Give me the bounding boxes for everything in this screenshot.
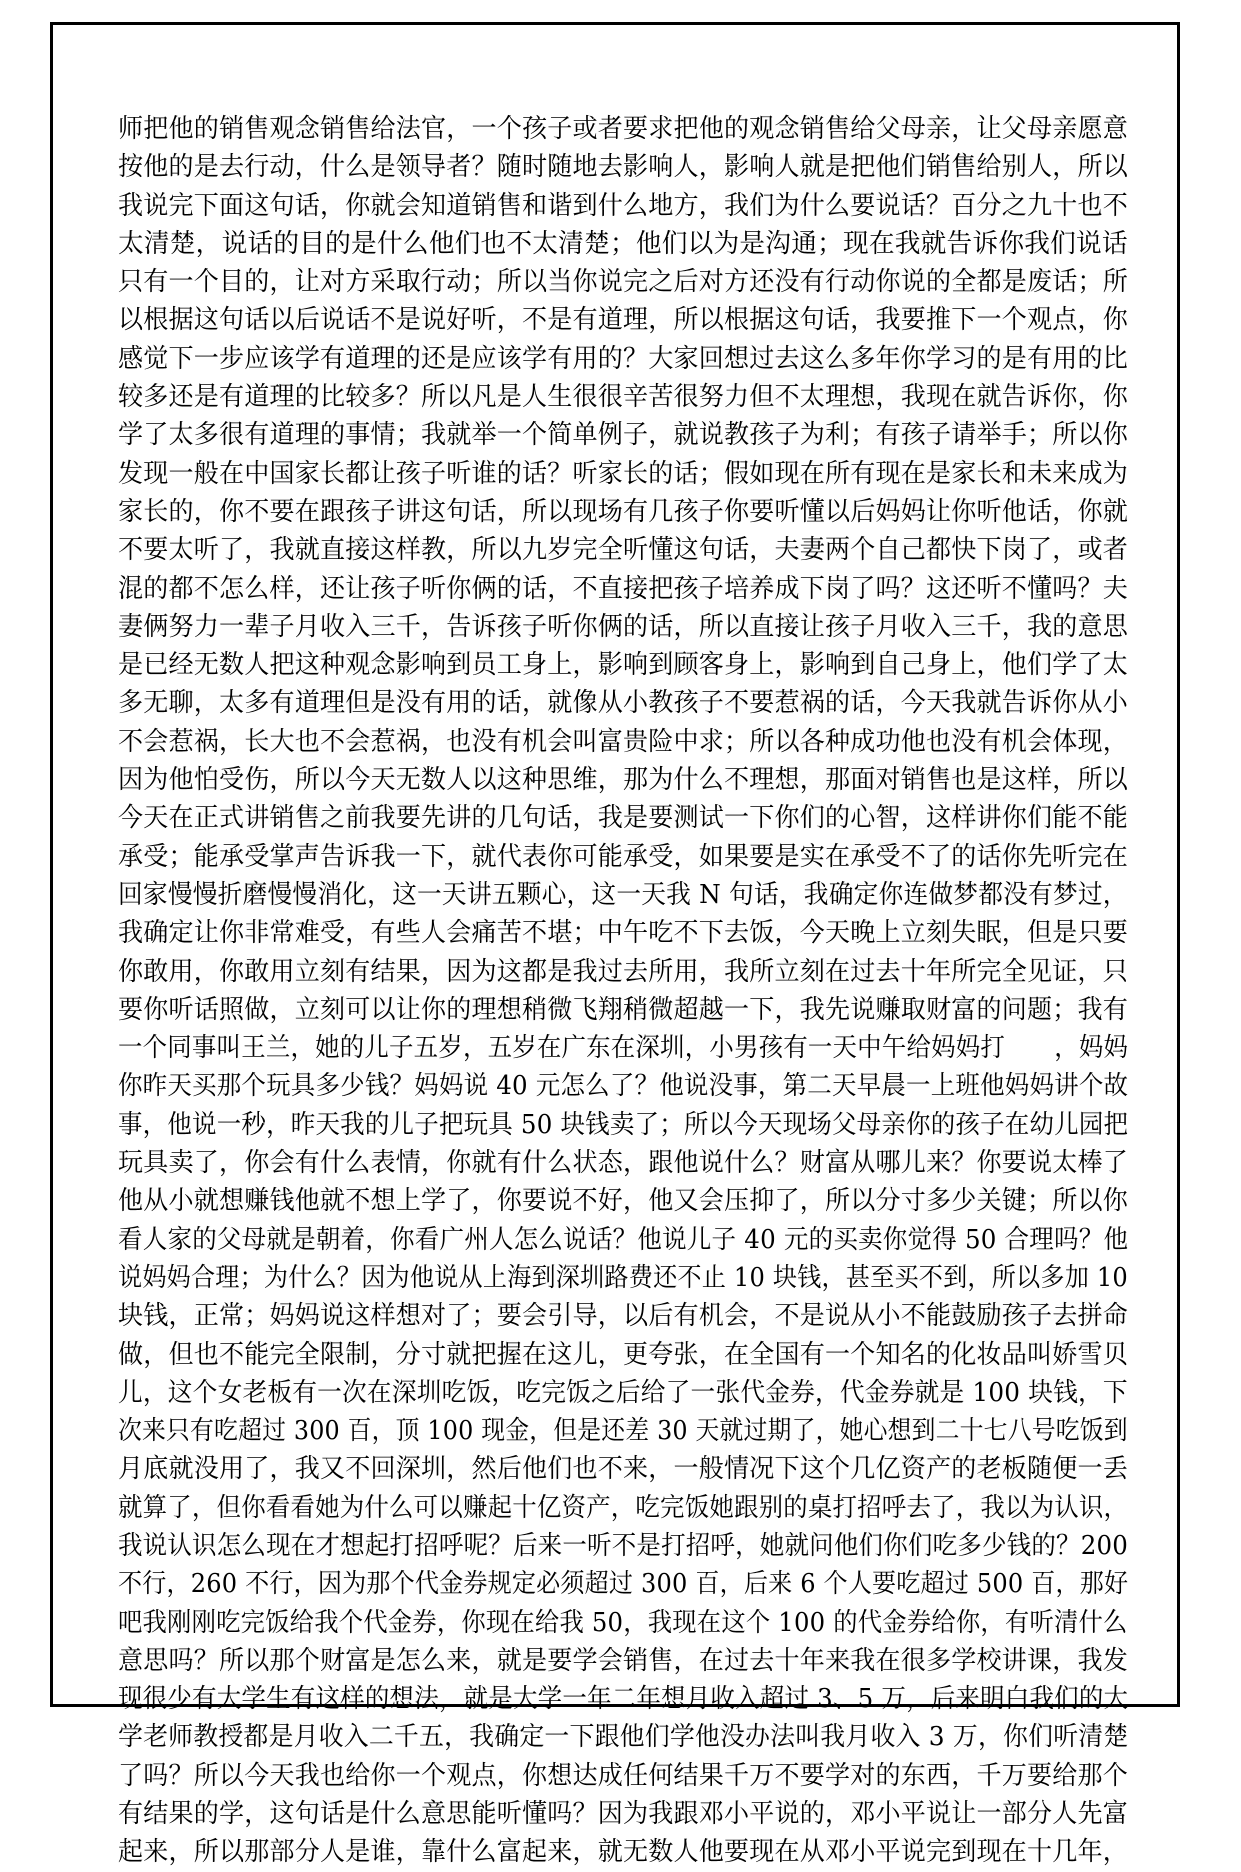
text-line: 较多还是有道理的比较多？所以凡是人生很很辛苦很努力但不太理想，我现在就告诉你，你 xyxy=(118,382,1129,413)
text-line: 吧我刚刚吃完饭给我个代金券，你现在给我 50，我现在这个 100 的代金券给你，有听清什么 xyxy=(118,1607,1128,1638)
text-line: 混的都不怎么样，还让孩子听你俩的话，不直接把孩子培养成下岗了吗？这还听不懂吗？夫 xyxy=(118,573,1129,604)
text-line: 因为他怕受伤，所以今天无数人以这种思维，那为什么不理想，那面对销售也是这样，所以 xyxy=(118,765,1129,796)
text-line: 现很少有大学生有这样的想法，就是大学一年二年想月收入超过 3、5 万，后来明白我们的大 xyxy=(118,1684,1129,1715)
text-line: 一个同事叫王兰，她的儿子五岁，五岁在广东在深圳，小男孩有一天中午给妈妈打 ，妈妈 xyxy=(118,1033,1129,1064)
text-line: 家长的，你不要在跟孩子讲这句话，所以现场有几孩子你要听懂以后妈妈让你听他话，你就 xyxy=(118,496,1129,527)
text-line: 我确定让你非常难受，有些人会痛苦不堪；中午吃不下去饭，今天晚上立刻失眠，但是只要 xyxy=(118,918,1129,949)
text-line: 起来，所以那部分人是谁，靠什么富起来，就无数人他要现在从邓小平说完到现在十几年， xyxy=(118,1837,1129,1868)
text-line: 学了太多很有道理的事情；我就举一个简单例子，就说教孩子为利；有孩子请举手；所以你 xyxy=(118,420,1129,451)
text-line: 不要太听了，我就直接这样教，所以九岁完全听懂这句话，夫妻两个自己都快下岗了，或者 xyxy=(118,535,1129,566)
text-line: 要你听话照做，立刻可以让你的理想稍微飞翔稍微超越一下，我先说赚取财富的问题；我有 xyxy=(118,994,1129,1025)
text-line: 发现一般在中国家长都让孩子听谁的话？听家长的话；假如现在所有现在是家长和未来成为 xyxy=(118,458,1129,489)
text-line: 玩具卖了，你会有什么表情，你就有什么状态，跟他说什么？财富从哪儿来？你要说太棒了 xyxy=(118,1148,1129,1179)
text-line: 太清楚，说话的目的是什么他们也不太清楚；他们以为是沟通；现在我就告诉你我们说话 xyxy=(118,228,1128,259)
text-line: 多无聊，太多有道理但是没有用的话，就像从小教孩子不要惹祸的话，今天我就告诉你从小 xyxy=(118,688,1129,719)
text-line: 你昨天买那个玩具多少钱？妈妈说 40 元怎么了？他说没事，第二天早晨一上班他妈妈讲个故 xyxy=(118,1071,1129,1102)
text-line: 次来只有吃超过 300 百，顶 100 现金，但是还差 30 天就过期了，她心想到二十七八号吃饭到 xyxy=(118,1416,1128,1447)
text-line: 看人家的父母就是朝着，你看广州人怎么说话？他说儿子 40 元的买卖你觉得 50 合理吗？他 xyxy=(118,1224,1129,1255)
text-line: 不会惹祸，长大也不会惹祸，也没有机会叫富贵险中求；所以各种成功他也没有机会体现， xyxy=(118,726,1129,757)
text-line: 就算了，但你看看她为什么可以赚起十亿资产，吃完饭她跟别的桌打招呼去了，我以为认识， xyxy=(118,1492,1129,1523)
text-line: 事，他说一秒，昨天我的儿子把玩具 50 块钱卖了；所以今天现场父母亲你的孩子在幼儿园把 xyxy=(118,1109,1129,1140)
text-line: 月底就没用了，我又不回深圳，然后他们也不来，一般情况下这个几亿资产的老板随便一丢 xyxy=(118,1454,1129,1485)
text-line: 我说认识怎么现在才想起打招呼呢？后来一听不是打招呼，她就问他们你们吃多少钱的？200 xyxy=(118,1530,1129,1561)
text-line: 你敢用，你敢用立刻有结果，因为这都是我过去所用，我所立刻在过去十年所完全见证，只 xyxy=(118,956,1129,987)
text-line: 妻俩努力一辈子月收入三千，告诉孩子听你俩的话，所以直接让孩子月收入三千，我的意思 xyxy=(118,611,1129,642)
text-line: 不行，260 不行，因为那个代金券规定必须超过 300 百，后来 6 个人要吃超过 500 百，那好 xyxy=(118,1569,1129,1600)
text-line: 做，但也不能完全限制，分寸就把握在这儿，更夸张，在全国有一个知名的化妆品叫娇雪贝 xyxy=(118,1339,1129,1370)
text-line: 承受；能承受掌声告诉我一下，就代表你可能承受，如果要是实在承受不了的话你先听完在 xyxy=(118,841,1129,872)
text-line: 今天在正式讲销售之前我要先讲的几句话，我是要测试一下你们的心智，这样讲你们能不能 xyxy=(118,803,1129,834)
text-line: 感觉下一步应该学有道理的还是应该学有用的？大家回想过去这么多年你学习的是有用的比 xyxy=(118,343,1129,374)
text-line: 了吗？所以今天我也给你一个观点，你想达成任何结果千万不要学对的东西，千万要给那个 xyxy=(118,1760,1129,1791)
text-line: 儿，这个女老板有一次在深圳吃饭，吃完饭之后给了一张代金券，代金券就是 100 块钱，下 xyxy=(118,1377,1128,1408)
text-line: 按他的是去行动，什么是领导者？随时随地去影响人，影响人就是把他们销售给别人，所以 xyxy=(118,152,1129,183)
text-line: 意思吗？所以那个财富是怎么来，就是要学会销售，在过去十年来我在很多学校讲课，我发 xyxy=(118,1645,1129,1676)
text-line: 学老师教授都是月收入二千五，我确定一下跟他们学他没办法叫我月收入 3 万，你们听清楚 xyxy=(118,1722,1129,1753)
text-line: 我说完下面这句话，你就会知道销售和谐到什么地方，我们为什么要说话？百分之九十也不 xyxy=(118,190,1129,221)
text-line: 师把他的销售观念销售给法官，一个孩子或者要求把他的观念销售给父母亲，让父母亲愿意 xyxy=(118,114,1129,144)
document-body xyxy=(118,110,1128,1872)
text-line: 回家慢慢折磨慢慢消化，这一天讲五颗心，这一天我 N 句话，我确定你连做梦都没有梦过， xyxy=(118,879,1128,910)
text-line: 说妈妈合理；为什么？因为他说从上海到深圳路费还不止 10 块钱，甚至买不到，所以多加 10 xyxy=(118,1262,1128,1293)
text-line: 只有一个目的，让对方采取行动；所以当你说完之后对方还没有行动你说的全都是废话；所 xyxy=(118,267,1129,298)
text-line: 是已经无数人把这种观念影响到员工身上，影响到顾客身上，影响到自己身上，他们学了太 xyxy=(118,650,1129,681)
text-line: 有结果的学，这句话是什么意思能听懂吗？因为我跟邓小平说的，邓小平说让一部分人先富 xyxy=(118,1799,1129,1830)
text-line: 他从小就想赚钱他就不想上学了，你要说不好，他又会压抑了，所以分寸多少关键；所以你 xyxy=(118,1186,1129,1217)
text-line: 以根据这句话以后说话不是说好听，不是有道理，所以根据这句话，我要推下一个观点，你 xyxy=(118,305,1129,336)
text-line: 块钱，正常；妈妈说这样想对了；要会引导，以后有机会，不是说从小不能鼓励孩子去拼命 xyxy=(118,1301,1129,1332)
